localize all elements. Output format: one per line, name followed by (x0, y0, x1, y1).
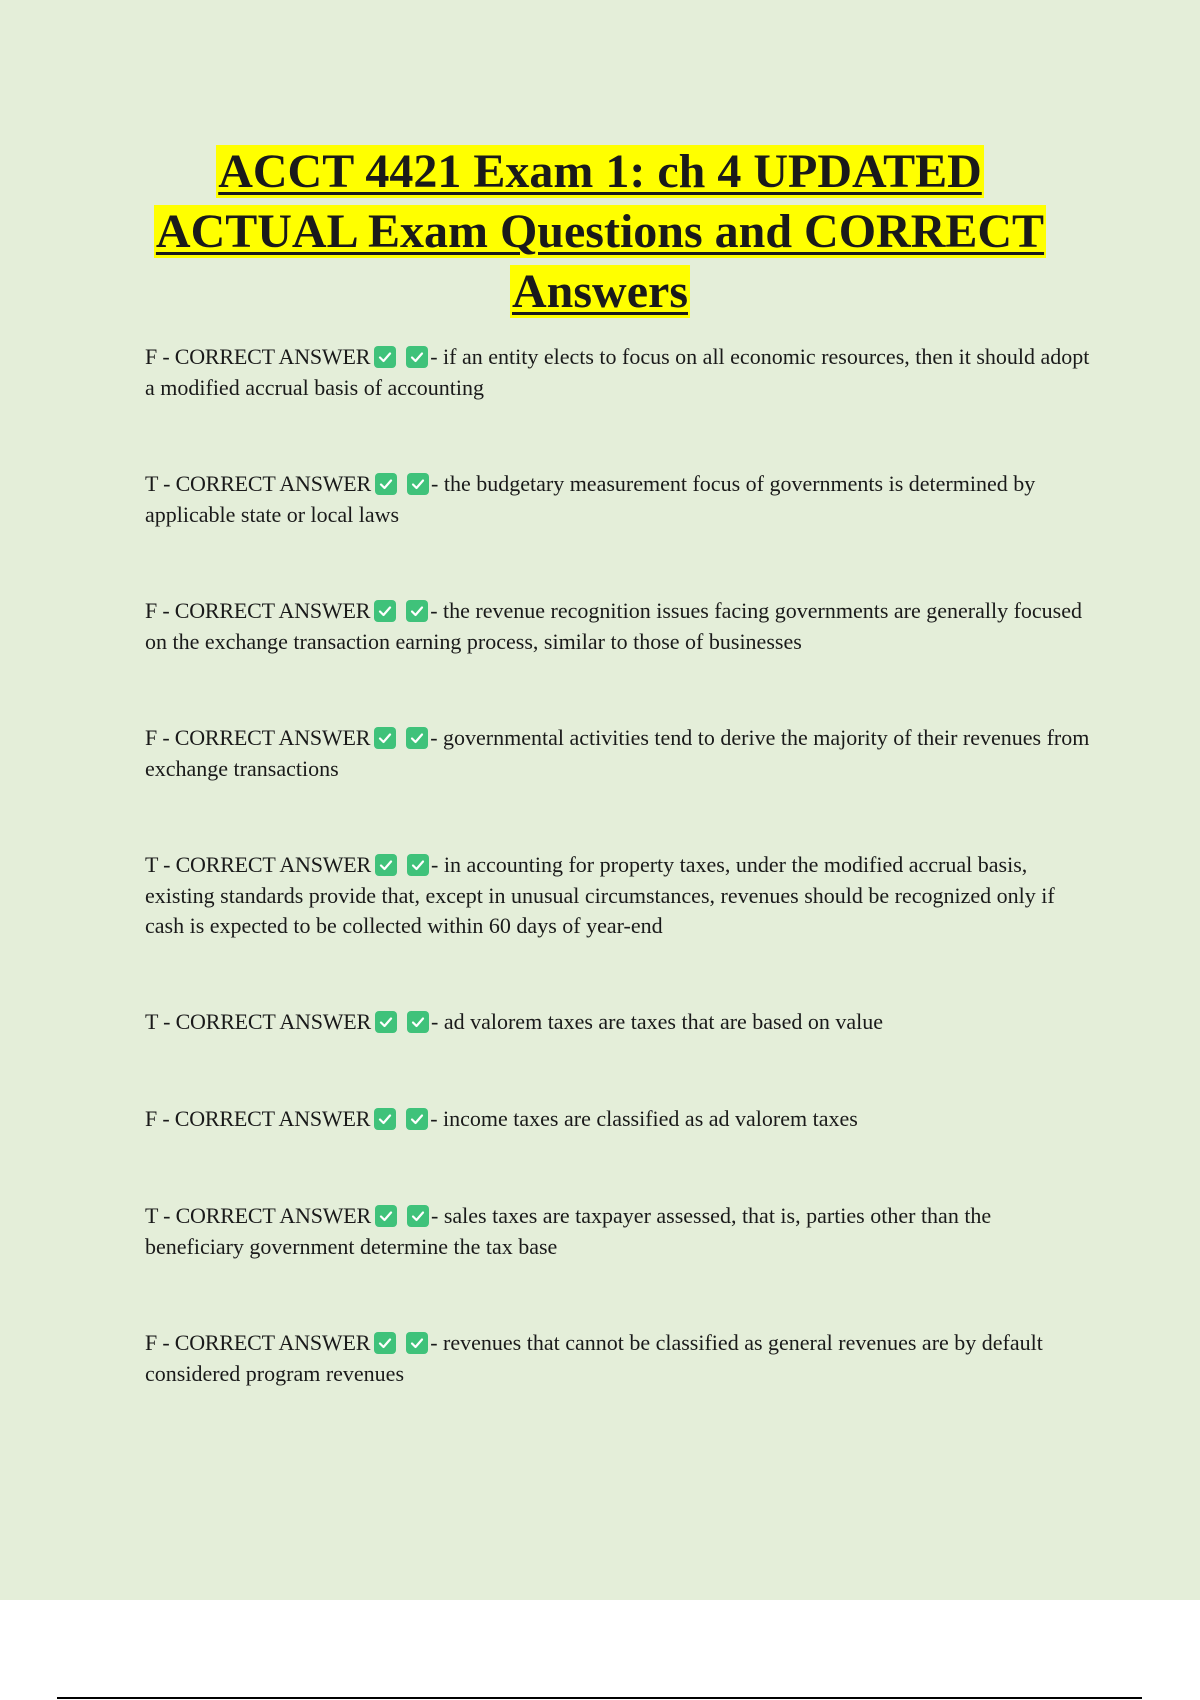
statement-text: in accounting for property taxes, under the modified accrual basis, existing standards provide that, except in unusual circumstances, revenues should be recognized only if cash is expected to be collected within 60 days of year-end (145, 852, 1055, 938)
check-mark-icon (374, 346, 396, 368)
check-mark-icon (375, 1205, 397, 1227)
answer-label: T - CORRECT ANSWER (145, 471, 372, 496)
qa-item (145, 469, 1095, 530)
qa-item (145, 342, 1095, 403)
check-mark-icon (406, 1332, 428, 1354)
answer-label: F - CORRECT ANSWER (145, 344, 371, 369)
check-mark-icon (407, 854, 429, 876)
check-mark-icon (406, 1108, 428, 1130)
title-line-2: ACTUAL Exam Questions and CORRECT (155, 205, 1045, 258)
check-mark-icon (406, 600, 428, 622)
title-line-3: Answers (512, 265, 688, 318)
qa-item (145, 1201, 1095, 1262)
statement-text: if an entity elects to focus on all economic resources, then it should adopt a modified accrual basis of accounting (145, 344, 1090, 400)
check-mark-icon (407, 1205, 429, 1227)
separator: - (430, 598, 444, 623)
qa-item (145, 1104, 1095, 1135)
qa-item (145, 596, 1095, 657)
qa-item (145, 1007, 1095, 1038)
check-mark-icon (407, 1011, 429, 1033)
check-mark-icon (374, 1108, 396, 1130)
statement-text: governmental activities tend to derive the majority of their revenues from exchange transactions (145, 725, 1090, 781)
check-mark-icon (375, 854, 397, 876)
answer-label: F - CORRECT ANSWER (145, 725, 371, 750)
statement-text: revenues that cannot be classified as general revenues are by default considered program revenues (145, 1330, 1043, 1386)
check-mark-icon (374, 600, 396, 622)
separator: - (431, 471, 444, 496)
statement-text: ad valorem taxes are taxes that are based on value (443, 1009, 884, 1034)
footer-divider (57, 1697, 1142, 1699)
separator: - (431, 852, 444, 877)
answer-label: T - CORRECT ANSWER (145, 852, 372, 877)
check-mark-icon (375, 1011, 397, 1033)
answer-label: T - CORRECT ANSWER (145, 1009, 372, 1034)
check-mark-icon (375, 473, 397, 495)
separator: - (430, 1106, 444, 1131)
title-line-1: ACCT 4421 Exam 1: ch 4 UPDATED (218, 145, 982, 198)
statement-text: the revenue recognition issues facing governments are generally focused on the exchange transaction earning process, similar to those of businesses (145, 598, 1083, 654)
statement-text: the budgetary measurement focus of governments is determined by applicable state or local laws (145, 471, 1036, 527)
separator: - (430, 1330, 444, 1355)
separator: - (430, 725, 444, 750)
separator: - (431, 1009, 444, 1034)
check-mark-icon (374, 1332, 396, 1354)
qa-item (145, 850, 1095, 942)
statement-text: income taxes are classified as ad valorem taxes (443, 1106, 858, 1131)
separator: - (431, 1203, 444, 1228)
answer-label: F - CORRECT ANSWER (145, 598, 371, 623)
answer-label: F - CORRECT ANSWER (145, 1106, 371, 1131)
check-mark-icon (407, 473, 429, 495)
check-mark-icon (406, 727, 428, 749)
answer-label: T - CORRECT ANSWER (145, 1203, 372, 1228)
separator: - (430, 344, 444, 369)
qa-item (145, 1328, 1095, 1389)
check-mark-icon (374, 727, 396, 749)
check-mark-icon (406, 346, 428, 368)
document-title (100, 142, 1100, 322)
answer-label: F - CORRECT ANSWER (145, 1330, 371, 1355)
statement-text: sales taxes are taxpayer assessed, that is, parties other than the beneficiary government determine the tax base (145, 1203, 992, 1259)
qa-item (145, 723, 1095, 784)
